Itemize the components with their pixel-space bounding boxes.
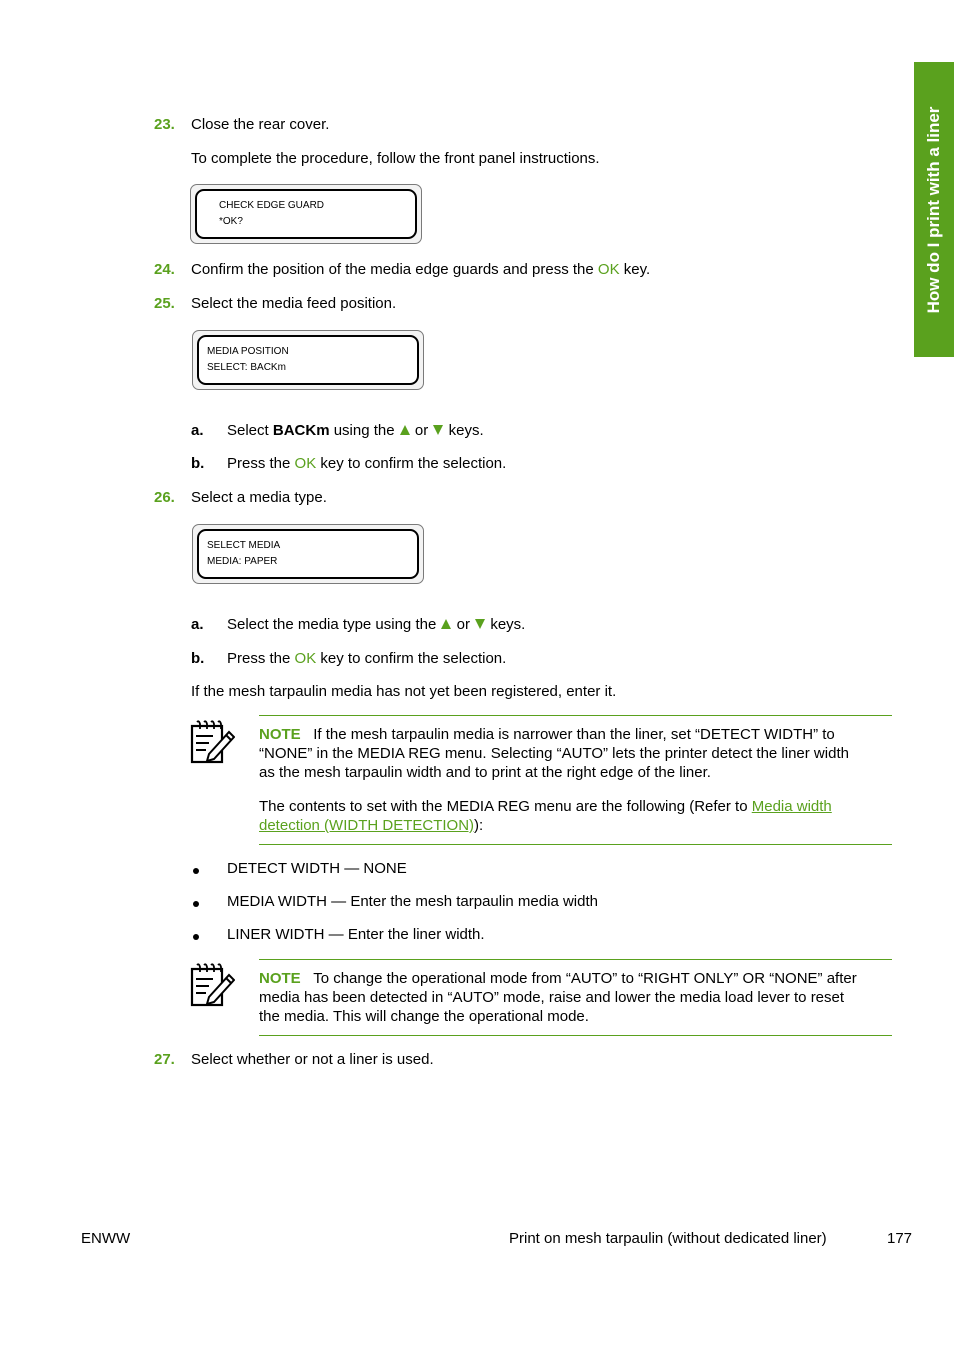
ok-key-label: OK [294, 650, 317, 667]
bullet-item: LINER WIDTH — Enter the liner width. [227, 926, 485, 943]
lcd-edge-guard [190, 184, 422, 244]
step-26a-text: Select the media type using the or keys. [227, 616, 526, 633]
note-label: NOTE [259, 726, 301, 743]
media-width-detection-link-cont[interactable]: detection (WIDTH DETECTION) [259, 817, 475, 834]
lcd-line-2: MEDIA: PAPER [207, 556, 278, 567]
lcd-select-media [192, 524, 424, 584]
lcd-line-2: *OK? [219, 216, 243, 227]
arrow-up-icon [440, 618, 452, 630]
bullet-item: MEDIA WIDTH — Enter the mesh tarpaulin media width [227, 893, 598, 910]
footer-title: Print on mesh tarpaulin (without dedicated liner) [509, 1230, 827, 1247]
lcd-line-1: CHECK EDGE GUARD [219, 200, 325, 211]
step-26-text: Select a media type. [191, 489, 327, 506]
lcd-line-2: SELECT: BACKm [207, 362, 286, 373]
step-25b-text: Press the OK key to confirm the selection. [227, 455, 507, 472]
ok-key-label: OK [294, 455, 317, 472]
step-25-text: Select the media feed position. [191, 295, 397, 312]
lcd-line-1: SELECT MEDIA [207, 540, 281, 551]
page-number: 177 [887, 1230, 913, 1247]
note-2-line-2: media has been detected in “AUTO” mode, raise and lower the media load lever to reset [259, 989, 845, 1006]
step-26b-text: Press the OK key to confirm the selection. [227, 650, 507, 667]
step-24-text: Confirm the position of the media edge guards and press the OK key. [191, 261, 651, 278]
note-2-line-3: the media. This will change the operational mode. [259, 1008, 589, 1025]
step-27-text: Select whether or not a liner is used. [191, 1051, 434, 1068]
step-26a-label: a. [191, 616, 204, 633]
step-27-number: 27. [154, 1051, 175, 1068]
step-25a-label: a. [191, 422, 204, 439]
note-1-refer-line: The contents to set with the MEDIA REG menu are the following (Refer to Media width [259, 798, 832, 815]
registration-text: If the mesh tarpaulin media has not yet been registered, enter it. [191, 683, 617, 700]
note-pencil-icon [189, 720, 235, 766]
note-2-bottom-rule [259, 1035, 892, 1036]
arrow-up-icon [399, 424, 411, 436]
step-23-text: Close the rear cover. [191, 116, 330, 133]
media-width-detection-link[interactable]: Media width [751, 798, 832, 815]
step-26-number: 26. [154, 489, 175, 506]
note-label: NOTE [259, 970, 301, 987]
step-26b-label: b. [191, 650, 205, 667]
step-25b-label: b. [191, 455, 205, 472]
footer-left: ENWW [81, 1230, 131, 1247]
note-pencil-icon [189, 963, 235, 1009]
bullet-dot [193, 868, 199, 874]
arrow-down-icon [432, 424, 444, 436]
bullet-dot [193, 901, 199, 907]
step-25-number: 25. [154, 295, 175, 312]
note-1-bottom-rule [259, 844, 892, 845]
arrow-down-icon [474, 618, 486, 630]
note-1-top-rule [259, 715, 892, 716]
note-2-line-1: NOTE To change the operational mode from “AUTO” to “RIGHT ONLY” OR “NONE” after [259, 970, 857, 987]
step-23-subtext: To complete the procedure, follow the front panel instructions. [191, 150, 600, 167]
lcd-line-1: MEDIA POSITION [207, 346, 289, 357]
step-25a-text: Select BACKm using the or keys. [227, 422, 484, 439]
note-1-line-3: as the mesh tarpaulin width and to print at the right edge of the liner. [259, 764, 711, 781]
note-2-top-rule [259, 959, 892, 960]
side-tab-label: How do I print with a liner [924, 106, 943, 313]
note-1-line-2: “NONE” in the MEDIA REG menu. Selecting “AUTO” lets the printer detect the liner width [259, 745, 849, 762]
bullet-item: DETECT WIDTH — NONE [227, 860, 407, 877]
note-1-line-1: NOTE If the mesh tarpaulin media is narrower than the liner, set “DETECT WIDTH” to [259, 726, 835, 743]
bullet-dot [193, 934, 199, 940]
lcd-media-position [192, 330, 424, 390]
step-23-number: 23. [154, 116, 175, 133]
chapter-side-tab [914, 62, 954, 357]
step-24-number: 24. [154, 261, 175, 278]
note-1-link-line: detection (WIDTH DETECTION)): [259, 817, 484, 834]
ok-key-label: OK [597, 261, 620, 278]
